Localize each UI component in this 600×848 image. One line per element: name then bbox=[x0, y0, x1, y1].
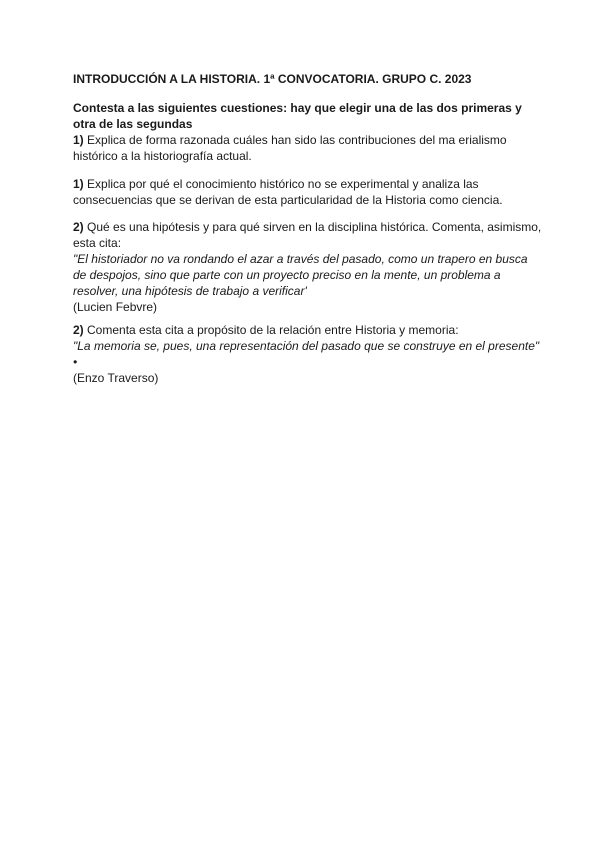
quote-author: (Lucien Febvre) bbox=[73, 300, 158, 314]
instructions: Contesta a las siguientes cuestiones: hay que elegir una de las dos primeras y otra de las segundas bbox=[73, 101, 522, 131]
question-number: 2) bbox=[73, 220, 84, 234]
question-1b bbox=[73, 176, 543, 208]
question-number: 2) bbox=[73, 323, 84, 337]
question-text: Comenta esta cita a propósito de la relación entre Historia y memoria: bbox=[87, 323, 459, 337]
quote-text: "La memoria se, pues, una representación del pasado que se construye en el presente" • bbox=[73, 339, 540, 369]
question-text: Qué es una hipótesis y para qué sirven en la disciplina histórica. Comenta, asimismo, esta cita: bbox=[73, 220, 542, 250]
question-2b bbox=[73, 322, 543, 386]
document-title: INTRODUCCIÓN A LA HISTORIA. 1ª CONVOCATORIA. GRUPO C. 2023 bbox=[73, 72, 472, 86]
question-number: 1) bbox=[73, 133, 84, 147]
question-text: Explica por qué el conocimiento histórico no se experimental y analiza las consecuencias que se derivan de esta particularidad de la Historia como ciencia. bbox=[73, 177, 503, 207]
question-2a bbox=[73, 219, 543, 315]
question-number: 1) bbox=[73, 177, 84, 191]
question-text: Explica de forma razonada cuáles han sido las contribuciones del ma erialismo histórico a la historiografía actual. bbox=[73, 133, 507, 163]
question-1a bbox=[73, 132, 543, 164]
quote-author: (Enzo Traverso) bbox=[73, 371, 159, 385]
quote-text: "El historiador no va rondando el azar a través del pasado, como un trapero en busca de despojos, sino que parte con un proyecto preciso en la mente, un problema a resolver, una hipótesis de trabajo a verificar' bbox=[73, 252, 528, 298]
